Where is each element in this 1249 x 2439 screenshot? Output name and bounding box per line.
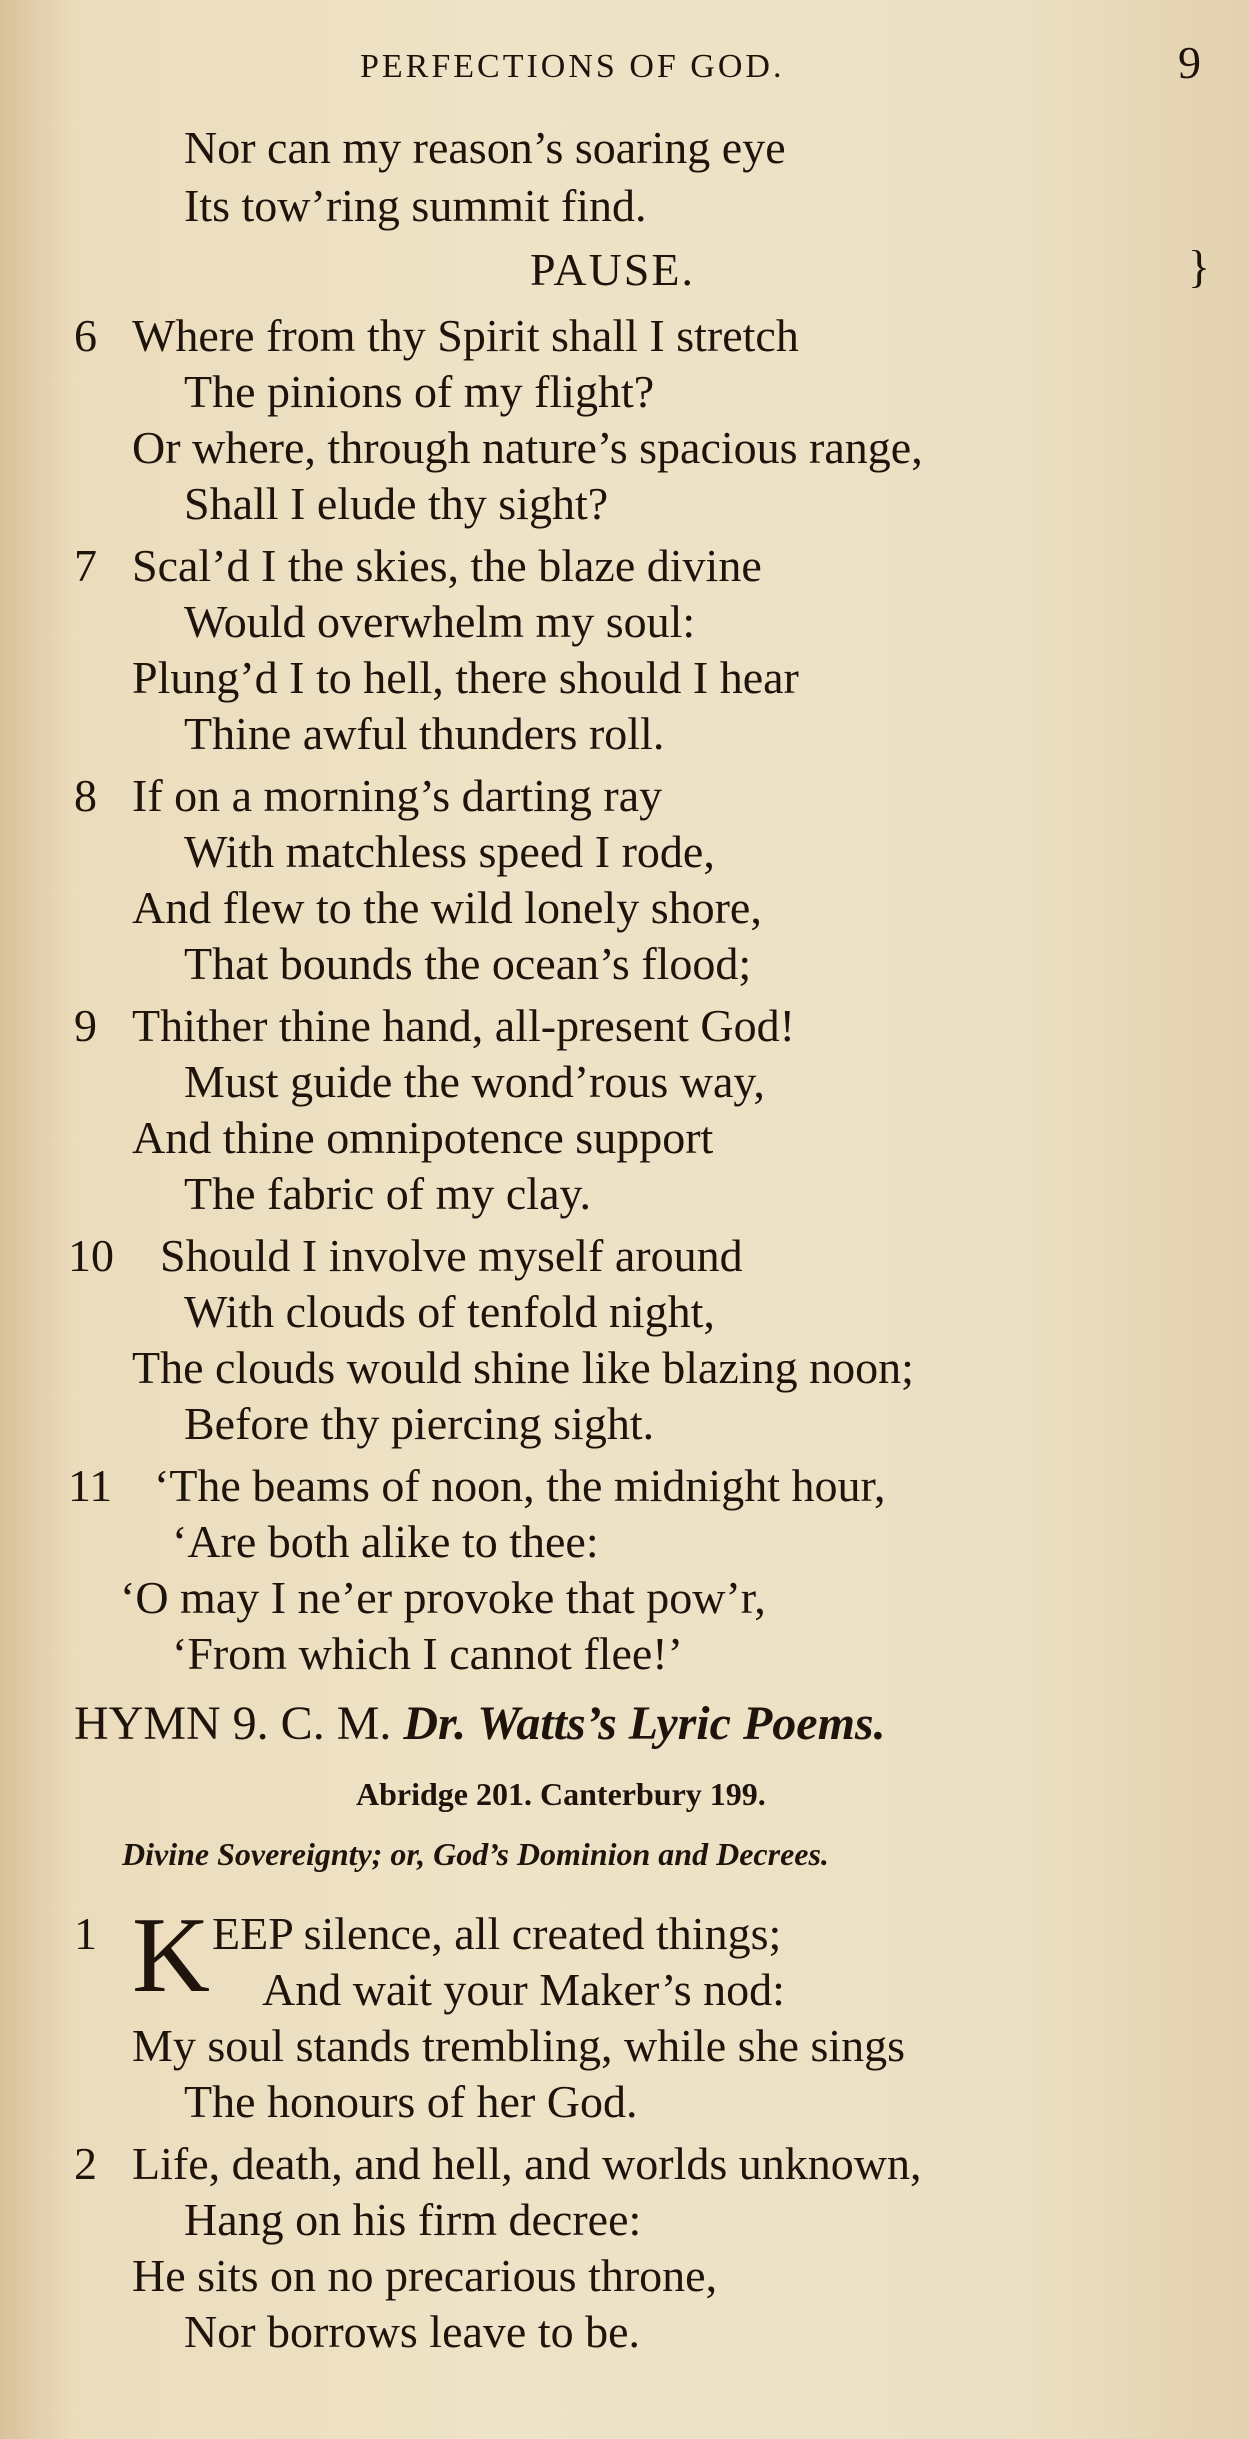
drop-cap: K <box>132 1896 210 2015</box>
verse-number: 10 <box>68 1230 114 1281</box>
verse-line: Thither thine hand, all-present God! <box>132 1000 795 1051</box>
verse-line: Plung’d I to hell, there should I hear <box>132 652 799 703</box>
verse-line: Its tow’ring summit find. <box>184 180 647 231</box>
verse-line: Where from thy Spirit shall I stretch <box>132 310 799 361</box>
verse-line: If on a morning’s darting ray <box>132 770 663 821</box>
verse-number: 8 <box>74 770 97 821</box>
page-number: 9 <box>1178 37 1201 88</box>
verse-number: 9 <box>74 1000 97 1051</box>
verse-line: Hang on his firm decree: <box>184 2194 642 2245</box>
verse-line: Life, death, and hell, and worlds unknown, <box>132 2138 922 2189</box>
verse-number: 2 <box>74 2138 97 2189</box>
verse-number: 1 <box>74 1908 97 1959</box>
verse-line: Must guide the wond’rous way, <box>184 1056 765 1107</box>
verse-line: Before thy piercing sight. <box>184 1398 655 1449</box>
tune-references: Abridge 201. Canterbury 199. <box>356 1776 766 1812</box>
verse-line: He sits on no precarious throne, <box>132 2250 718 2301</box>
running-header: PERFECTIONS OF GOD. <box>360 48 785 85</box>
verse-line: Scal’d I the skies, the blaze divine <box>132 540 762 591</box>
verse-line: Nor can my reason’s soaring eye <box>184 122 786 173</box>
verse-number: 7 <box>74 540 97 591</box>
verse-line: My soul stands trembling, while she sings <box>132 2020 906 2071</box>
verse-line: Would overwhelm my soul: <box>184 596 696 647</box>
verse-line: With clouds of tenfold night, <box>184 1286 715 1337</box>
verse-line: ‘Are both alike to thee: <box>172 1516 599 1567</box>
verse-line: The honours of her God. <box>184 2076 638 2127</box>
verse-line: The pinions of my flight? <box>184 366 655 417</box>
verse-line: ‘From which I cannot flee!’ <box>172 1628 683 1679</box>
hymn-title <box>74 1696 886 1751</box>
verse-line: Should I involve myself around <box>160 1230 743 1281</box>
verse-line: That bounds the ocean’s flood; <box>184 938 752 989</box>
verse-line: Nor borrows leave to be. <box>184 2306 641 2357</box>
verse-line: Or where, through nature’s spacious range, <box>132 422 923 473</box>
verse-line: Thine awful thunders roll. <box>184 708 665 759</box>
verse-line: The fabric of my clay. <box>184 1168 591 1219</box>
verse-number: 11 <box>68 1460 113 1511</box>
verse-line: And thine omnipotence support <box>132 1112 714 1163</box>
verse-line: EEP silence, all created things; <box>212 1908 782 1959</box>
verse-line: And flew to the wild lonely shore, <box>132 882 762 933</box>
verse-line: Shall I elude thy sight? <box>184 478 609 529</box>
hymn-subject: Divine Sovereignty; or, God’s Dominion and Decrees. <box>122 1836 829 1872</box>
hymn-source: Dr. Watts’s Lyric Poems. <box>403 1697 886 1750</box>
verse-line: With matchless speed I rode, <box>184 826 715 877</box>
hymn-meter: C. M. <box>280 1697 392 1750</box>
verse-line: The clouds would shine like blazing noon; <box>132 1342 914 1393</box>
verse-number: 6 <box>74 310 97 361</box>
verse-line: ‘O may I ne’er provoke that pow’r, <box>120 1572 766 1623</box>
pause-heading: PAUSE. <box>530 244 695 295</box>
verse-line: And wait your Maker’s nod: <box>262 1964 785 2015</box>
hymn-number: HYMN 9. <box>74 1697 269 1750</box>
pause-brace: } <box>1188 241 1211 292</box>
verse-line: ‘The beams of noon, the midnight hour, <box>154 1460 886 1511</box>
